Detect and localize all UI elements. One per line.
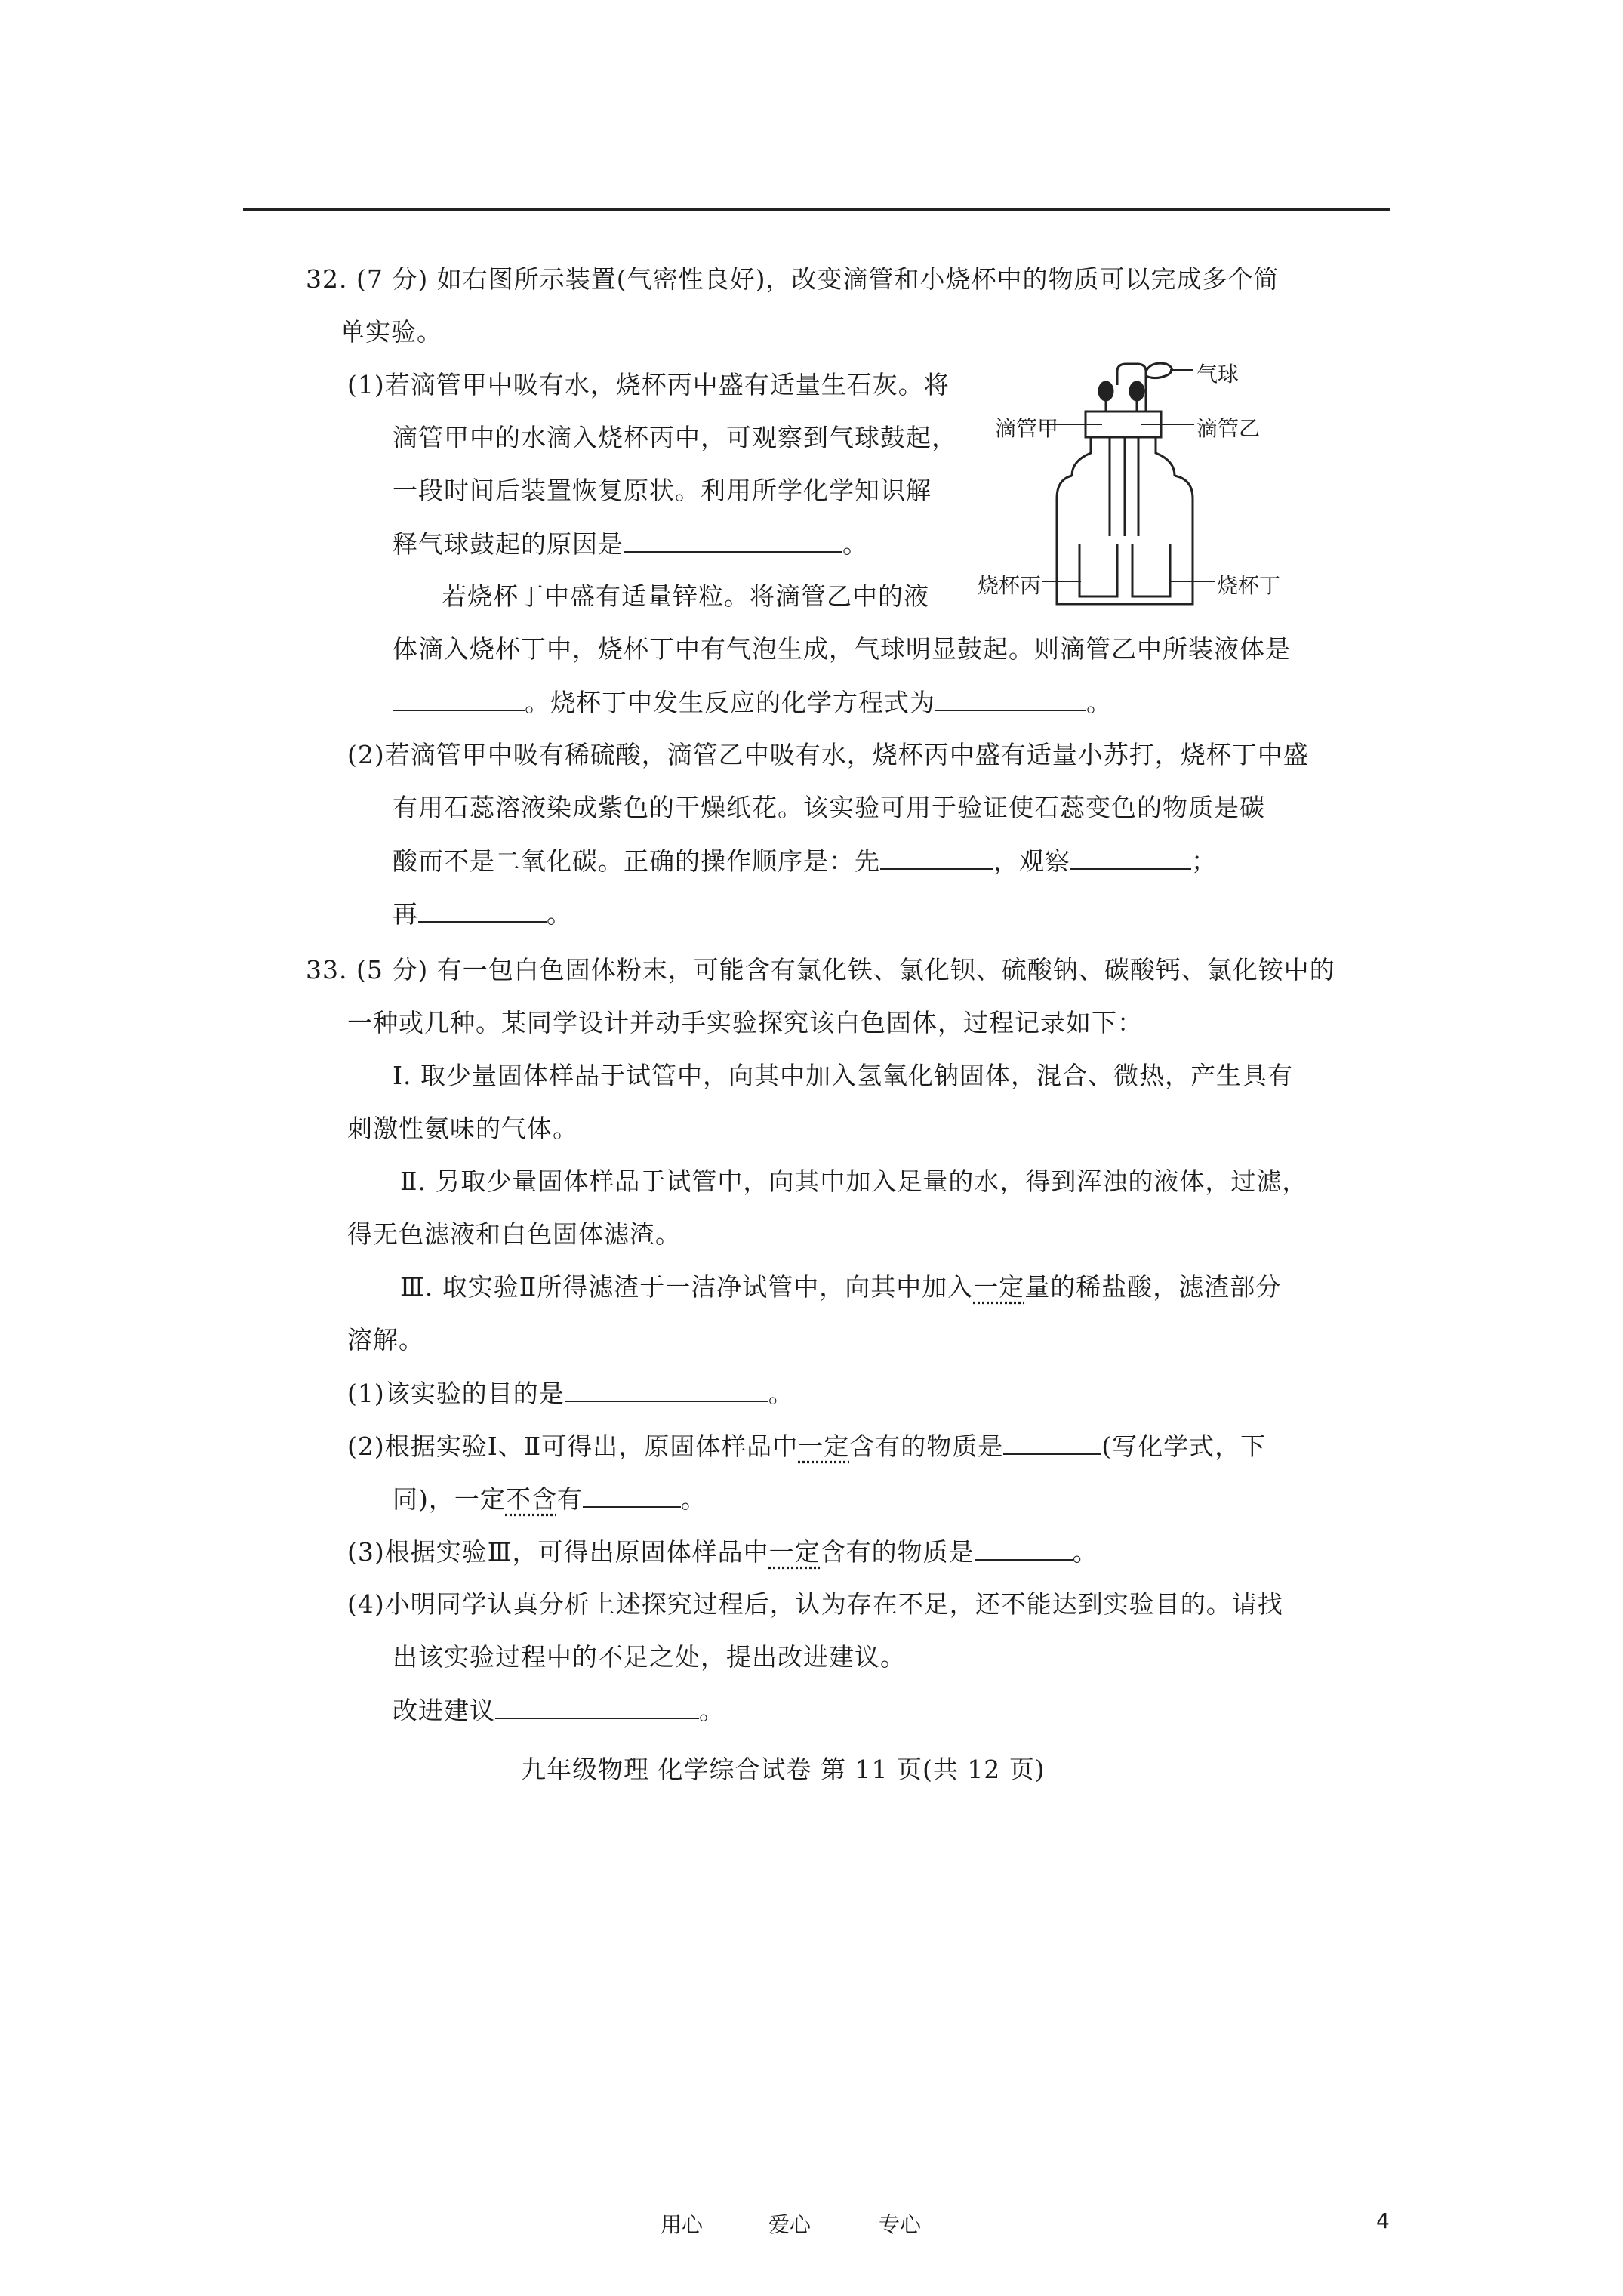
observe-text: ，观察 — [993, 846, 1070, 876]
q33-answer-3-text-a: (3)根据实验Ⅲ，可得出原固体样品中 — [347, 1537, 769, 1567]
answer-blank[interactable] — [624, 529, 842, 553]
motto-2: 爱心 — [768, 2212, 812, 2237]
q33-step3-line-1 — [400, 1272, 1281, 1302]
answer-blank[interactable] — [935, 687, 1086, 711]
label-balloon: 气球 — [1196, 362, 1240, 387]
answer-blank[interactable] — [393, 687, 525, 711]
q32-part2-line-1: (2)若滴管甲中吸有稀硫酸，滴管乙中吸有水，烧杯丙中盛有适量小苏打，烧杯丁中盛 — [347, 740, 1309, 769]
q33-step2-line-1: Ⅱ. 另取少量固体样品于试管中，向其中加入足量的水，得到浑浊的液体，过滤， — [400, 1166, 1308, 1196]
q32-part1-line-1: (1)若滴管甲中吸有水，烧杯丙中盛有适量生石灰。将 — [347, 370, 950, 399]
motto-3: 专心 — [879, 2212, 922, 2237]
label-dropper-a: 滴管甲 — [995, 416, 1059, 441]
q33-answer-3-text-c: 含有的物质是 — [820, 1537, 975, 1567]
q33-answer-4-line-3 — [393, 1695, 725, 1726]
label-beaker-c: 烧杯丙 — [978, 573, 1042, 598]
q33-step3-text-a: Ⅲ. 取实验Ⅱ所得滤渣于一洁净试管中，向其中加入 — [400, 1272, 974, 1302]
motto-1: 用心 — [661, 2212, 704, 2237]
q33-answer-1-text: (1)该实验的目的是 — [347, 1379, 565, 1408]
answer-blank[interactable] — [1070, 846, 1191, 870]
q33-answer-2-text-e: 同)，一定 — [393, 1484, 506, 1514]
answer-blank[interactable] — [565, 1378, 768, 1402]
q32-part2-line-4 — [393, 898, 572, 929]
q32-part1-line-6: 体滴入烧杯丁中，烧杯丁中有气泡生成，气球明显鼓起。则滴管乙中所装液体是 — [393, 634, 1291, 664]
q32-part1-line-4 — [393, 529, 868, 559]
period: 。 — [1086, 688, 1112, 717]
q32-part2-line-3 — [393, 846, 1217, 877]
q33-answer-1 — [347, 1378, 794, 1409]
answer-blank[interactable] — [583, 1484, 681, 1508]
q33-answer-2-line-2 — [393, 1484, 707, 1515]
period: 。 — [547, 899, 572, 929]
q32-part1-line-7 — [393, 687, 1112, 718]
q33-answer-3 — [347, 1536, 1098, 1567]
period: 。 — [699, 1696, 725, 1725]
q32-part1-line-4-text: 释气球鼓起的原因是 — [393, 529, 624, 559]
q33-intro-line-1: 33. (5 分) 有一包白色固体粉末，可能含有氯化铁、氯化钡、硫酸钠、碳酸钙、氯化铵中的 — [306, 955, 1335, 985]
emphasis-text: 不含 — [505, 1484, 557, 1514]
q32-part1-line-5: 若烧杯丁中盛有适量锌粒。将滴管乙中的液 — [442, 581, 929, 611]
q32-part1-line-3: 一段时间后装置恢复原状。利用所学化学知识解 — [393, 476, 932, 505]
q33-step3-line-2: 溶解。 — [347, 1325, 424, 1354]
emphasis-text: 一定 — [798, 1432, 850, 1461]
q33-step1-line-1: Ⅰ. 取少量固体样品于试管中，向其中加入氢氧化钠固体，混合、微热，产生具有 — [393, 1061, 1294, 1090]
q33-answer-2-line-1 — [347, 1431, 1266, 1462]
page-number: 4 — [1376, 2208, 1390, 2233]
q33-answer-2-text-c: 含有的物质是 — [849, 1432, 1004, 1461]
period: 。 — [842, 529, 868, 559]
header-rule — [243, 208, 1390, 211]
q33-answer-4-text: 改进建议 — [393, 1696, 495, 1725]
q33-answer-2-text-f: 有 — [556, 1484, 583, 1514]
q32-intro-line-2: 单实验。 — [340, 317, 442, 347]
q32-part2-line-3-text: 酸而不是二氧化碳。正确的操作顺序是：先 — [393, 846, 880, 876]
period: 。 — [680, 1484, 707, 1514]
label-dropper-b: 滴管乙 — [1196, 416, 1261, 441]
answer-blank[interactable] — [1003, 1431, 1101, 1455]
exam-page-footer: 九年级物理 化学综合试卷 第 11 页(共 12 页) — [521, 1755, 1046, 1784]
q32-part1-line-7-text: 。烧杯丁中发生反应的化学方程式为 — [525, 688, 935, 717]
answer-blank[interactable] — [418, 898, 547, 923]
q33-intro-line-2: 一种或几种。某同学设计并动手实验探究该白色固体，过程记录如下： — [347, 1008, 1143, 1037]
q33-step2-line-2: 得无色滤液和白色固体滤渣。 — [347, 1219, 681, 1249]
period: 。 — [1072, 1537, 1098, 1567]
semicolon: ； — [1191, 846, 1217, 876]
answer-blank[interactable] — [495, 1695, 699, 1719]
emphasis-text: 一定 — [973, 1272, 1025, 1302]
q33-answer-2-text-d: (写化学式，下 — [1101, 1432, 1267, 1461]
q33-answer-4-line-2: 出该实验过程中的不足之处，提出改进建议。 — [393, 1642, 906, 1672]
q32-intro-line-1: 32. (7 分) 如右图所示装置(气密性良好)，改变滴管和小烧杯中的物质可以完成多个简 — [306, 264, 1280, 294]
q33-answer-2-text-a: (2)根据实验Ⅰ、Ⅱ可得出，原固体样品中 — [347, 1432, 799, 1461]
period: 。 — [768, 1379, 794, 1408]
q33-step1-line-2: 刺激性氨味的气体。 — [347, 1114, 578, 1143]
answer-blank[interactable] — [880, 846, 993, 870]
q32-part1-line-2: 滴管甲中的水滴入烧杯丙中，可观察到气球鼓起， — [393, 423, 957, 452]
emphasis-text: 一定 — [768, 1537, 821, 1567]
label-beaker-d: 烧杯丁 — [1217, 573, 1281, 598]
q33-answer-4-line-1: (4)小明同学认真分析上述探究过程后，认为存在不足，还不能达到实验目的。请找 — [347, 1589, 1283, 1619]
q32-part2-line-2: 有用石蕊溶液染成紫色的干燥纸花。该实验可用于验证使石蕊变色的物质是碳 — [393, 793, 1265, 822]
answer-blank[interactable] — [975, 1536, 1073, 1561]
q32-part2-line-4-text: 再 — [393, 899, 418, 929]
q33-step3-text-c: 量的稀盐酸，滤渣部分 — [1024, 1272, 1282, 1302]
